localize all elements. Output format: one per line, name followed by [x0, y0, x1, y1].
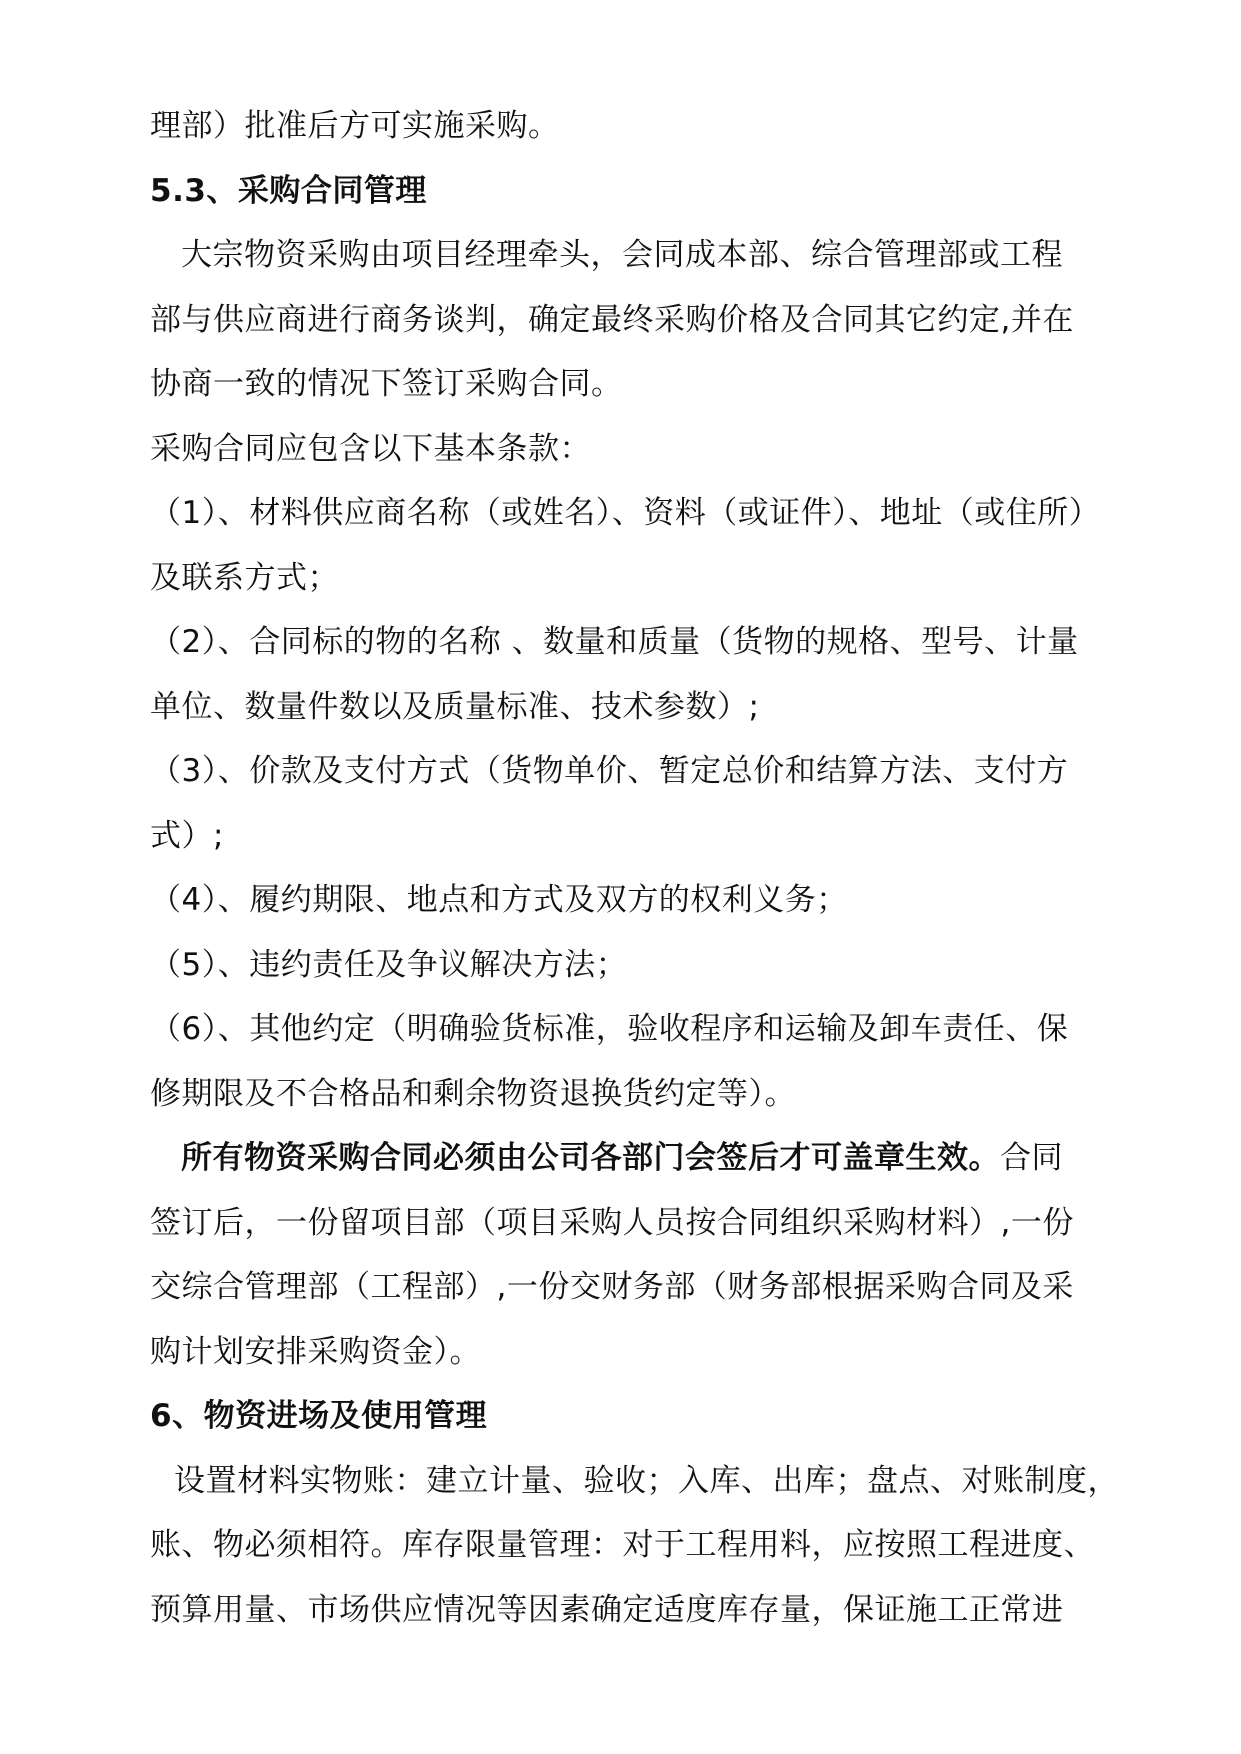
list-item-6-cont: 修期限及不合格品和剩余物资退换货约定等）。: [150, 1075, 796, 1112]
section-heading-6: 6、物资进场及使用管理: [150, 1398, 488, 1434]
paragraph-line: 部与供应商进行商务谈判，确定最终采购价格及合同其它约定,并在: [150, 301, 1074, 338]
list-item-4: （4）、履约期限、地点和方式及双方的权利义务；: [150, 882, 848, 918]
paragraph-line: 设置材料实物账：建立计量、验收；入库、出库；盘点、对账制度，: [174, 1462, 1119, 1499]
paragraph-line-mixed: [150, 1126, 1135, 1191]
paragraph-line: 预算用量、市场供应情况等因素确定适度库存量，保证施工正常进: [150, 1591, 1064, 1628]
paragraph-line: 采购合同应包含以下基本条款：: [150, 430, 591, 467]
list-item-3: （3）、价款及支付方式（货物单价、暂定总价和结算方法、支付方: [150, 753, 1069, 789]
list-item-5: （5）、违约责任及争议解决方法；: [150, 946, 628, 983]
list-item-2: （2）、合同标的物的名称 、数量和质量（货物的规格、型号、计量: [150, 624, 1079, 660]
section-heading-5-3: 5.3、采购合同管理: [150, 172, 427, 209]
paragraph-line: 大宗物资采购由项目经理牵头，会同成本部、综合管理部或工程: [181, 237, 1063, 273]
list-item-1-cont: 及联系方式；: [150, 559, 339, 596]
list-item-6: （6）、其他约定（明确验货标准，验收程序和运输及卸车责任、保: [150, 1011, 1069, 1047]
paragraph-line: 签订后，一份留项目部（项目采购人员按合同组织采购材料）,一份: [150, 1204, 1074, 1241]
paragraph-text: 合同: [1000, 1140, 1063, 1176]
bold-statement: 所有物资采购合同必须由公司各部门会签后才可盖章生效。: [181, 1140, 1000, 1176]
list-item-1: （1）、材料供应商名称（或姓名）、资料（或证件）、地址（或住所）: [150, 495, 1101, 531]
paragraph-line: 交综合管理部（工程部）,一份交财务部（财务部根据采购合同及采: [150, 1269, 1074, 1305]
list-item-2-cont: 单位、数量件数以及质量标准、技术参数）;: [150, 688, 760, 725]
paragraph-line: 账、物必须相符。库存限量管理：对于工程用料，应按照工程进度、: [150, 1527, 1095, 1563]
document-page: [150, 94, 1135, 1642]
paragraph-line: 购计划安排采购资金）。: [150, 1333, 481, 1370]
paragraph-line: 理部）批准后方可实施采购。: [150, 108, 560, 144]
list-item-3-cont: 式）;: [150, 817, 224, 854]
paragraph-line: 协商一致的情况下签订采购合同。: [150, 366, 623, 402]
